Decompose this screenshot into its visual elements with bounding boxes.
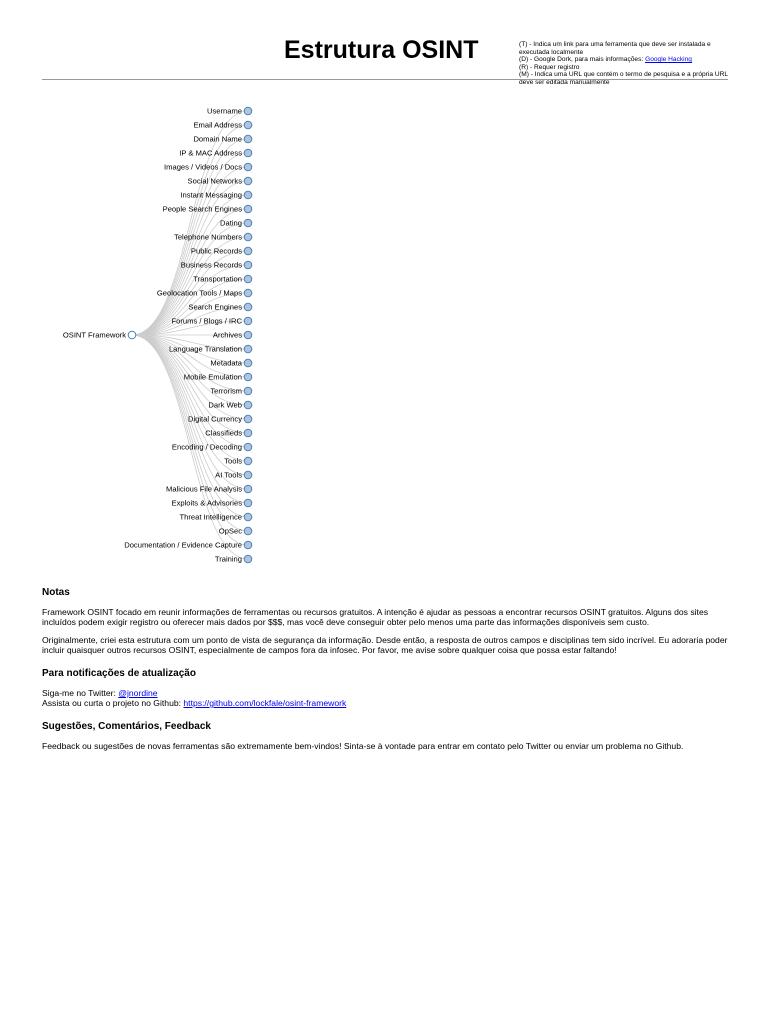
tree-node-instant-messaging[interactable]: [180, 191, 251, 200]
tree-node-threat-intelligence[interactable]: [180, 513, 252, 522]
tree-node-geolocation-tools-maps[interactable]: [157, 289, 252, 298]
node-circle[interactable]: [244, 177, 252, 185]
tree-node-tools[interactable]: [224, 457, 252, 466]
tree-node-digital-currency[interactable]: [188, 415, 252, 424]
node-label: Training: [214, 554, 242, 564]
node-label: Exploits & Advisories: [171, 498, 242, 508]
node-label: Social Networks: [187, 176, 242, 186]
node-circle[interactable]: [244, 555, 252, 563]
node-circle[interactable]: [244, 527, 252, 535]
tree-node-malicious-file-analysis[interactable]: [166, 485, 252, 494]
node-circle[interactable]: [244, 443, 252, 451]
notes-section: [42, 588, 732, 759]
legend-tool-line: (T) - Indica um link para uma ferramenta que deve ser instalada e executada localmente: [519, 41, 711, 56]
node-label: Archives: [212, 330, 242, 340]
node-circle[interactable]: [244, 149, 252, 157]
tree-node-opsec[interactable]: [219, 527, 252, 536]
node-label: Threat Intelligence: [179, 512, 242, 522]
node-circle[interactable]: [244, 219, 252, 227]
node-label: Public Records: [190, 246, 242, 256]
node-circle[interactable]: [244, 541, 252, 549]
node-label: Encoding / Decoding: [171, 442, 242, 452]
node-circle[interactable]: [244, 471, 252, 479]
node-circle[interactable]: [244, 457, 252, 465]
node-label: Metadata: [210, 358, 242, 368]
node-label: Documentation / Evidence Capture: [124, 540, 242, 550]
legend-dork-prefix: (D) - Google Dork, para mais informações:: [519, 56, 646, 64]
node-circle[interactable]: [244, 205, 252, 213]
updates-heading: Para notificações de atualização: [42, 668, 196, 679]
node-circle[interactable]: [244, 191, 252, 199]
node-circle[interactable]: [244, 275, 252, 283]
node-circle[interactable]: [244, 359, 252, 367]
node-circle[interactable]: [244, 135, 252, 143]
node-label: Digital Currency: [187, 414, 242, 424]
tree-node-images-videos-docs[interactable]: [164, 163, 252, 172]
node-label: Instant Messaging: [180, 190, 242, 200]
tree-node-mobile-emulation[interactable]: [184, 373, 252, 382]
tree-root-node[interactable]: [63, 331, 136, 340]
tree-node-people-search-engines[interactable]: [163, 205, 252, 214]
node-circle[interactable]: [244, 513, 252, 521]
node-circle[interactable]: [244, 317, 252, 325]
tree-node-training[interactable]: [215, 555, 252, 564]
node-circle[interactable]: [244, 345, 252, 353]
tree-node-terrorism[interactable]: [210, 387, 251, 396]
tree-node-language-translation[interactable]: [169, 345, 252, 354]
tree-node-ai-tools[interactable]: [215, 471, 252, 480]
node-label: Mobile Emulation: [183, 372, 242, 382]
node-label: Email Address: [193, 120, 242, 130]
node-label: Terrorism: [210, 386, 242, 396]
github-prefix: Assista ou curta o projeto no Github:: [42, 698, 184, 708]
notes-heading: Notas: [42, 587, 70, 598]
twitter-prefix: Siga-me no Twitter:: [42, 688, 119, 698]
node-circle[interactable]: [244, 485, 252, 493]
node-label: Telephone Numbers: [174, 232, 242, 242]
node-label: Dating: [220, 218, 242, 228]
notes-paragraph-1: Framework OSINT focado em reunir informações de ferramentas ou recursos gratuitos. A intenção é ajudar as pessoas a encontrar recursos OSINT gratuitos. Alguns dos sites incluídos podem exigir registro ou oferecer mais dados por $$$, mas você deve conseguir obter pelo menos uma parte das informações disponíveis sem custo.: [42, 607, 709, 627]
root-circle[interactable]: [128, 331, 136, 339]
updates-block: [42, 688, 732, 708]
tree-node-username[interactable]: [207, 107, 252, 116]
tree-node-forums-blogs-irc[interactable]: [172, 317, 252, 326]
node-label: Domain Name: [193, 134, 242, 144]
node-label: Geolocation Tools / Maps: [156, 288, 242, 298]
node-label: Images / Videos / Docs: [164, 162, 242, 172]
tree-node-metadata[interactable]: [210, 359, 251, 368]
node-circle[interactable]: [244, 415, 252, 423]
node-circle[interactable]: [244, 331, 252, 339]
node-label: Dark Web: [208, 400, 242, 410]
node-circle[interactable]: [244, 247, 252, 255]
node-label: AI Tools: [215, 470, 242, 480]
feedback-heading: Sugestões, Comentários, Feedback: [42, 721, 211, 732]
node-circle[interactable]: [244, 107, 252, 115]
legend-manual-url-line: (M) - Indica uma URL que contém o termo de pesquisa e a própria URL deve ser editada manualmente: [519, 71, 728, 86]
tree-node-business-records[interactable]: [181, 261, 252, 270]
node-circle[interactable]: [244, 233, 252, 241]
node-circle[interactable]: [244, 373, 252, 381]
tree-node-classifieds[interactable]: [205, 429, 252, 438]
root-label: OSINT Framework: [62, 330, 126, 340]
node-circle[interactable]: [244, 401, 252, 409]
page-title: Estrutura OSINT: [284, 36, 479, 64]
node-label: Language Translation: [168, 344, 242, 354]
feedback-text: Feedback ou sugestões de novas ferramentas são extremamente bem-vindos! Sinta-se à vontade para entrar em contato pelo Twitter ou enviar um problema no Github.: [42, 741, 684, 751]
node-circle[interactable]: [244, 387, 252, 395]
tree-node-exploits-advisories[interactable]: [172, 499, 252, 508]
tree-node-encoding-decoding[interactable]: [172, 443, 252, 452]
node-circle[interactable]: [244, 303, 252, 311]
node-label: IP & MAC Address: [179, 148, 242, 158]
legend-registration-line: (R) - Requer registro: [519, 63, 580, 71]
tree-node-documentation-evidence-capture[interactable]: [124, 541, 252, 550]
github-link[interactable]: https://github.com/lockfale/osint-framework: [183, 698, 347, 708]
node-label: Tools: [224, 456, 242, 466]
node-circle[interactable]: [244, 429, 252, 437]
twitter-link[interactable]: @jnordine: [118, 688, 158, 698]
node-label: Username: [206, 106, 242, 116]
google-hacking-link[interactable]: Google Hacking: [645, 56, 692, 64]
node-label: OpSec: [218, 526, 242, 536]
node-label: Malicious File Analysis: [166, 484, 242, 494]
tree-node-dating[interactable]: [220, 219, 252, 228]
node-circle[interactable]: [244, 121, 252, 129]
tree-node-dark-web[interactable]: [208, 401, 251, 410]
node-label: Business Records: [180, 260, 242, 270]
node-circle[interactable]: [244, 163, 252, 171]
tree-node-ip-mac-address[interactable]: [179, 149, 252, 158]
node-circle[interactable]: [244, 499, 252, 507]
node-circle[interactable]: [244, 261, 252, 269]
notes-paragraph-2: Originalmente, criei esta estrutura com um ponto de vista de segurança da informação. Desde então, a resposta de outros campos e disciplinas tem sido incrível. Eu adoraria poder incluir quaisquer outros recursos OSINT, especialmente de campos fora da infosec. Por favor, me avise sobre qualquer coisa que possa estar faltando!: [42, 635, 728, 655]
tree-node-telephone-numbers[interactable]: [174, 233, 252, 242]
node-label: Search Engines: [188, 302, 242, 312]
node-label: People Search Engines: [162, 204, 242, 214]
node-label: Classifieds: [205, 428, 242, 438]
tree-node-archives[interactable]: [213, 331, 252, 340]
node-label: Transportation: [193, 274, 242, 284]
node-circle[interactable]: [244, 289, 252, 297]
node-label: Forums / Blogs / IRC: [171, 316, 242, 326]
